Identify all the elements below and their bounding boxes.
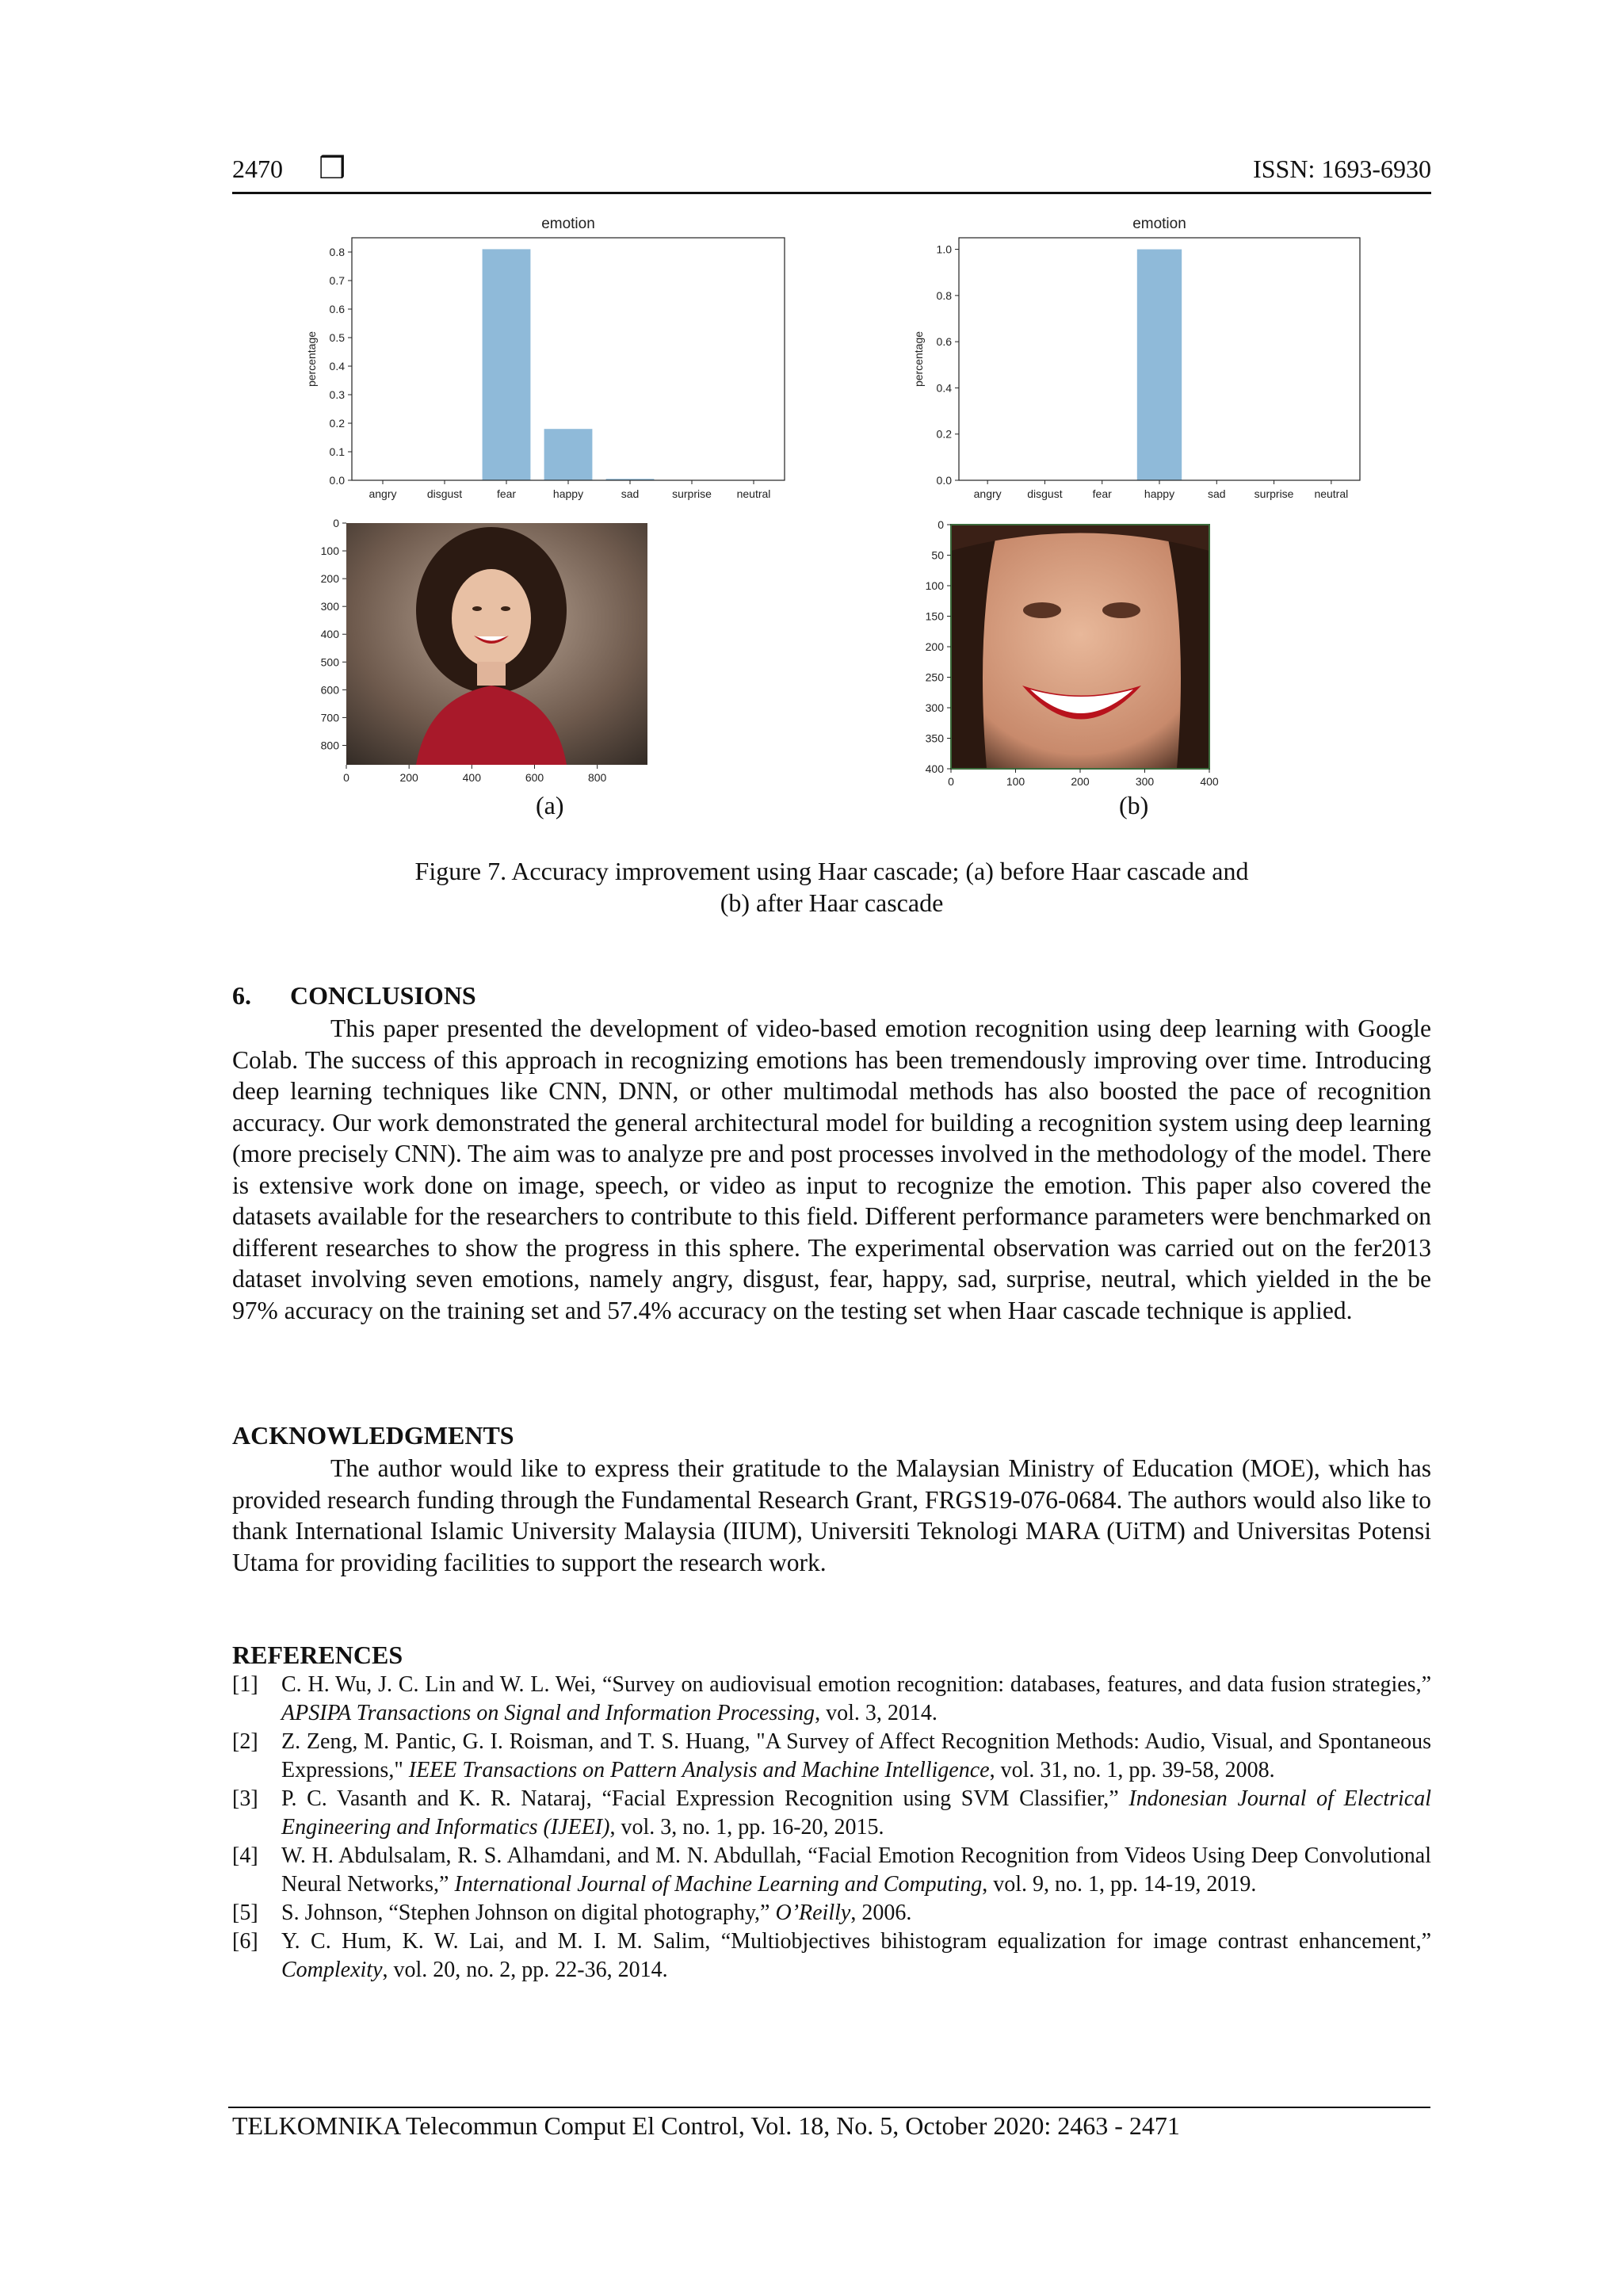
y-tick-label: 0.6 (936, 335, 952, 349)
y-tick-label: 0.3 (329, 388, 345, 401)
reference-details: , vol. 20, no. 2, pp. 22-36, 2014. (382, 1958, 668, 1982)
y-axis-label: percentage (912, 330, 925, 388)
reference-item (232, 1927, 1431, 1985)
acknowledgments-paragraph: The author would like to express their gratitude to the Malaysian Ministry of Education (MOE), which has provided research funding through the Fundamental Research Grant, FRGS19-076-0684. The authors would also like to thank International Islamic University Malaysia (IIUM), Universiti Teknologi MARA (UiTM) and Universitas Potensi Utama for providing facilities to support the research work. (232, 1454, 1431, 1576)
y-tick-label: 0.8 (329, 246, 345, 258)
reference-list (232, 1671, 1431, 1985)
conclusions-heading: CONCLUSIONS (290, 981, 476, 1010)
y-tick-label: 100 (320, 544, 339, 558)
reference-text: Y. C. Hum, K. W. Lai, and M. I. M. Salim, “Multiobjectives bihistogram equalization for image contrast enhancement,” (281, 1929, 1431, 1954)
reference-details: , vol. 3, no. 1, pp. 16-20, 2015. (609, 1815, 884, 1839)
reference-text: S. Johnson, “Stephen Johnson on digital photography,” (281, 1901, 776, 1925)
x-tick-label: 400 (462, 771, 482, 784)
y-tick-label: 250 (925, 670, 944, 684)
reference-item (232, 1785, 1431, 1842)
x-tick-label: 300 (1135, 775, 1155, 788)
face-image-a (301, 515, 682, 793)
emotion-chart-a (301, 214, 808, 515)
x-tick-label: 0 (343, 771, 349, 784)
y-tick-label: 0.2 (329, 417, 345, 430)
sub-label-a: (a) (536, 791, 564, 819)
y-tick-label: 500 (320, 655, 339, 669)
y-tick-label: 400 (925, 762, 944, 775)
reference-venue: APSIPA Transactions on Signal and Information Processing (281, 1701, 815, 1725)
reference-details: , vol. 9, no. 1, pp. 14-19, 2019. (982, 1872, 1257, 1897)
y-tick-label: 50 (931, 548, 944, 562)
acknowledgments-body (232, 1453, 1431, 1578)
y-tick-label: 300 (925, 701, 944, 714)
sub-label-b: (b) (1119, 791, 1149, 819)
acknowledgments-heading: ACKNOWLEDGMENTS (232, 1421, 514, 1450)
y-tick-label: 0.0 (329, 474, 345, 487)
reference-number: [5] (232, 1901, 258, 1925)
reference-number: [6] (232, 1929, 258, 1954)
box-symbol-icon: ❒ (319, 151, 346, 185)
reference-text: W. H. Abdulsalam, R. S. Alhamdani, and M. N. Abdullah, “Facial Emotion Recognition from Videos Using Deep Convolutional Neural Networks,” (281, 1843, 1431, 1897)
figure-caption-line2: (b) after Haar cascade (720, 888, 944, 917)
conclusions-paragraph: This paper presented the development of video-based emotion recognition using deep learning with Google Colab. The success of this approach in recognizing emotions has been tremendously improving over time. Introducing deep learning techniques like CNN, DNN, or other multimodal methods has also boosted the pace of recognition accuracy. Our work demonstrated the general architectural model for building a recognition system using deep learning (more precisely CNN). The aim was to analyze pre and post processes involved in the methodology of the model. There is extensive work done on image, speech, or video as input to recognize the emotion. This paper also covered the datasets available for the researchers to contribute to this field. Different performance parameters were benchmarked on different researches to show the progress in this sphere. The experimental observation was carried out on the fer2013 dataset involving seven emotions, namely angry, disgust, fear, happy, sad, surprise, neutral, which yielded in the be 97% accuracy on the training set and 57.4% accuracy on the testing set when Haar cascade technique is applied. (232, 1014, 1431, 1324)
x-tick-label: disgust (1027, 487, 1063, 500)
y-tick-label: 600 (320, 683, 339, 697)
bar-happy (544, 429, 593, 480)
x-tick-label: angry (369, 487, 397, 500)
x-tick-label: surprise (672, 487, 712, 500)
y-tick-label: 0.1 (329, 445, 345, 458)
figure-caption-line1: Figure 7. Accuracy improvement using Haar cascade; (a) before Haar cascade and (414, 857, 1249, 885)
y-tick-label: 400 (320, 628, 339, 641)
issn: ISSN: 1693-6930 (1253, 155, 1431, 183)
x-tick-label: happy (552, 487, 584, 500)
x-tick-label: 200 (1071, 775, 1090, 788)
y-tick-label: 0.6 (329, 303, 345, 315)
reference-text: Z. Zeng, M. Pantic, G. I. Roisman, and T. S. Huang, "A Survey of Affect Recognition Methods: Audio, Visual, and Spontaneous Expressions," (281, 1729, 1431, 1782)
photo-face-crop (951, 525, 1209, 769)
x-tick-label: disgust (426, 487, 463, 500)
chart-title: emotion (1132, 216, 1186, 232)
reference-venue: Complexity (281, 1958, 383, 1982)
y-tick-label: 0.2 (936, 427, 952, 441)
reference-item (232, 1842, 1431, 1899)
reference-details: , 2006. (850, 1901, 912, 1925)
references-heading: REFERENCES (232, 1641, 403, 1669)
y-tick-label: 800 (320, 739, 339, 752)
reference-item (232, 1728, 1431, 1785)
x-tick-label: fear (496, 487, 517, 500)
x-tick-label: surprise (1254, 487, 1294, 500)
y-axis-label: percentage (305, 330, 318, 388)
photo-woman-red-sweater (346, 523, 647, 765)
bar-happy (1137, 250, 1182, 480)
y-tick-label: 100 (925, 579, 944, 592)
x-tick-label: sad (621, 487, 640, 500)
x-tick-label: 100 (1006, 775, 1025, 788)
x-tick-label: angry (973, 487, 1002, 500)
chart-title: emotion (541, 216, 595, 232)
y-tick-label: 0.4 (329, 360, 345, 372)
reference-details: , vol. 3, 2014. (815, 1701, 938, 1725)
reference-venue: O’Reilly (775, 1901, 851, 1925)
reference-venue: International Journal of Machine Learning and Computing (454, 1872, 983, 1897)
x-tick-label: fear (1092, 487, 1112, 500)
reference-number: [4] (232, 1843, 258, 1868)
conclusions-number: 6. (232, 981, 251, 1010)
reference-details: , vol. 31, no. 1, pp. 39-58, 2008. (989, 1758, 1275, 1782)
y-tick-label: 1.0 (936, 243, 952, 256)
x-tick-label: neutral (736, 487, 771, 500)
reference-number: [2] (232, 1729, 258, 1754)
y-tick-label: 200 (320, 572, 339, 586)
reference-number: [3] (232, 1786, 258, 1811)
y-tick-label: 0.4 (936, 381, 952, 395)
reference-venue: IEEE Transactions on Pattern Analysis and Machine Intelligence (408, 1758, 990, 1782)
reference-item (232, 1671, 1431, 1728)
reference-item (232, 1899, 1431, 1927)
header-rule (232, 192, 1431, 194)
emotion-chart-b (911, 214, 1371, 515)
y-tick-label: 0.0 (936, 474, 952, 487)
y-tick-label: 0.5 (329, 331, 345, 344)
footer-rule (228, 2107, 1430, 2108)
y-tick-label: 300 (320, 600, 339, 613)
reference-text: P. C. Vasanth and K. R. Nataraj, “Facial Expression Recognition using SVM Classifier,” (281, 1786, 1129, 1811)
page-number: 2470 (232, 155, 283, 183)
x-tick-label: neutral (1314, 487, 1349, 500)
y-tick-label: 0 (333, 517, 339, 529)
bar-fear (483, 249, 531, 480)
x-tick-label: 600 (525, 771, 544, 784)
conclusions-body (232, 1013, 1431, 1326)
y-tick-label: 150 (925, 609, 944, 623)
reference-venue: Indonesian Journal of Electrical Engineering and Informatics (IJEEI) (281, 1786, 1431, 1839)
x-tick-label: 200 (399, 771, 418, 784)
face-image-b (911, 515, 1244, 793)
y-tick-label: 350 (925, 732, 944, 745)
y-tick-label: 700 (320, 711, 339, 724)
y-tick-label: 0 (938, 518, 944, 531)
reference-number: [1] (232, 1672, 258, 1697)
x-tick-label: happy (1144, 487, 1175, 500)
x-tick-label: 800 (587, 771, 607, 784)
y-tick-label: 200 (925, 640, 944, 653)
footer-citation: TELKOMNIKA Telecommun Comput El Control, Vol. 18, No. 5, October 2020: 2463 - 2471 (232, 2111, 1180, 2140)
y-tick-label: 0.8 (936, 288, 952, 302)
x-tick-label: 0 (948, 775, 954, 788)
x-tick-label: 400 (1200, 775, 1219, 788)
y-tick-label: 0.7 (329, 274, 345, 287)
reference-text: C. H. Wu, J. C. Lin and W. L. Wei, “Survey on audiovisual emotion recognition: databases, features, and data fusion strategies,” (281, 1672, 1431, 1697)
x-tick-label: sad (1207, 487, 1226, 500)
